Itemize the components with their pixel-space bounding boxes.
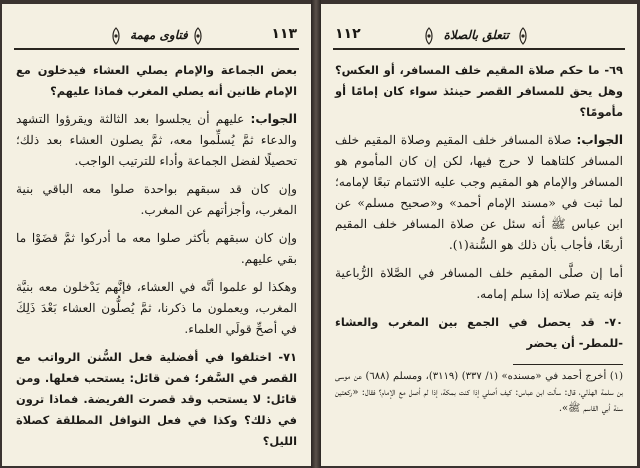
ornament-icon (192, 27, 204, 45)
paragraph (335, 130, 623, 256)
ornament-icon (110, 27, 122, 45)
paragraph: وإن كان سبقهم بأكثر صلوا معه ما أدركوا ثمَّ قضَوْا ما بقي عليهم. (16, 231, 297, 266)
footnote-divider (513, 364, 623, 365)
paragraph-text: عليهم أن يجلسوا بعد الثالثة ويقرؤوا التشهد والدعاء ثمَّ يُسلِّموا معه، ثمَّ يصلون العشاء بعد ذلك؛ تحصيلًا لفضل الجماعة وأداء للترتيب الواجب. (16, 112, 297, 168)
left-page (2, 4, 311, 466)
left-page-body (16, 60, 297, 459)
page-number: ١١٣ (271, 26, 297, 42)
paragraph: بعض الجماعة والإمام يصلي العشاء فيدخلون مع الإمام ظانين أنه يصلي المغرب فماذا عليهم؟ (16, 63, 297, 98)
footnotes (335, 369, 623, 417)
question-70: ٧٠- قد يحصل في الجمع بين المغرب والعشاء -للمطر- أن يحضر (335, 315, 623, 350)
question-71: ٧١- اختلفوا في أفضلية فعل السُّنن الرواتب مع القصر في السَّفر؛ فمن قائل: يستحب فعلها. ومن قائل: لا يستحب وقد قصرت الفريضة. فماذا ترون في ذلك؟ وكذا في فعل النوافل المطلقة كصلاة الليل؟ (16, 350, 297, 448)
footnote: (١) أخرج أحمد في «مسنده» (١/ ٣٣٧) (٣١١٩)، ومسلم (٦٨٨) عن موسى بن سلمة الهذلي، قال: سألت ابن عباس: كيف أصلي إذا كنت بمكة، إذا لم أصل مع الإمام؟ فقال: «ركعتين سنة أبي القاسم ﷺ». (335, 371, 624, 414)
running-title: تتعلق بالصلاة (443, 28, 509, 42)
left-page-header (14, 26, 299, 50)
paragraph: وهكذا لو علموا أنَّه في العشاء، فإنَّهم يَدْخلون معه بنيَّة المغرب، ويعملون ما ذكرنا، ثمَّ يُصلُّون العشاء بَعْدَ ذَلِكَ في أصحِّ قولَي العلماء. (16, 280, 297, 336)
running-title: فتاوى مهمة (130, 28, 188, 42)
right-page-header (333, 26, 625, 50)
paragraph: أما إن صلَّى المقيم خلف المسافر في الصَّلاة الرُّباعية فإنه يتم صلاته إذا سلم إمامه. (335, 266, 623, 301)
answer-label: الجواب: (576, 133, 623, 147)
right-page-body (335, 60, 623, 417)
question-69: ٦٩- ما حكم صلاة المقيم خلف المسافر، أو العكس؟ وهل يحق للمسافر القصر حينئذ سواء كان إمامًا أو مأمومًا؟ (335, 63, 623, 119)
ornament-icon (423, 27, 435, 45)
page-number: ١١٢ (335, 26, 361, 42)
ornament-icon (517, 27, 529, 45)
paragraph: وإن كان قد سبقهم بواحدة صلوا معه الباقي بنية المغرب، وأجزأتهم عن المغرب. (16, 182, 297, 217)
paragraph-text: صلاة المسافر خلف المقيم وصلاة المقيم خلف المسافر كلتاهما لا حرج فيها، لكن إن كان المأموم هو المسافر والإمام هو المقيم وجب عليه الائتمام تبعًا لإمامه؛ لما ثبت في «مسند الإمام أحمد» و«صحيح مسلم» عن ابن عباس ﷺ أنه سئل عن صلاة المسافر خلف المقيم أربعًا، فأجاب بأن ذلك هو السُّنة(١). (335, 133, 623, 252)
paragraph (16, 109, 297, 172)
answer-label: الجواب: (250, 112, 297, 126)
right-page (321, 4, 637, 466)
book-gutter (311, 0, 321, 468)
